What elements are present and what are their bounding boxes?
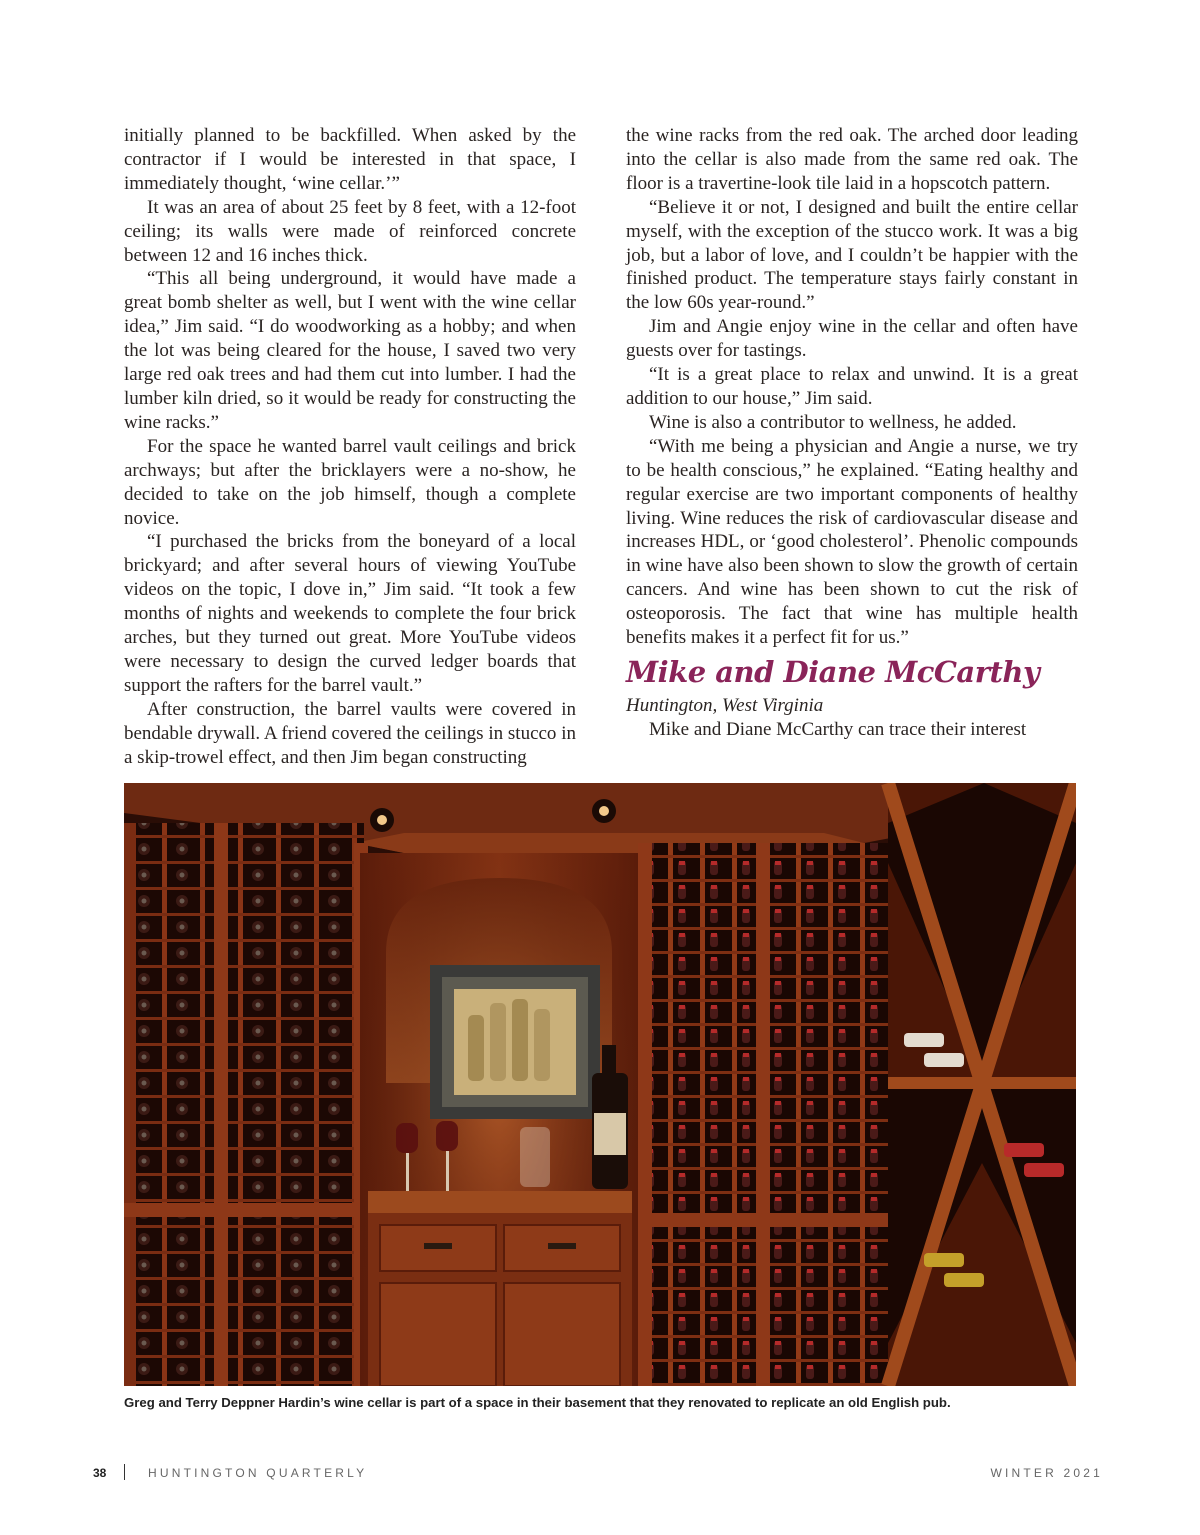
paragraph: “With me being a physician and Angie a nurse, we try to be health conscious,” he explained. “Eating healthy and regular exercise are two important components of healthy living. Wine reduces the risk of cardiovascular disease and increases HDL, or ‘good cholesterol’. Phenolic compounds in wine have also been shown to slow the growth of certain cancers. And wine has been shown to cut the risk of osteoporosis. The fact that wine has multiple health benefits makes it a perfect fit for us.” xyxy=(626,435,1078,649)
paragraph: “Believe it or not, I designed and built the entire cellar myself, with the exception of the stucco work. It was a big job, but a labor of love, and I couldn’t be happier with the finished product. The temperature stays fairly constant in the low 60s year-round.” xyxy=(626,196,1078,314)
paragraph: Wine is also a contributor to wellness, he added. xyxy=(649,411,1017,433)
paragraph: Jim and Angie enjoy wine in the cellar and often have guests over for tastings. xyxy=(626,316,1078,362)
paragraph: initially planned to be backfilled. When asked by the contractor if I would be interested in that space, I immediately thought, ‘wine cellar.’” xyxy=(124,125,576,194)
wine-cellar-illustration xyxy=(124,783,1076,1386)
paragraph: the wine racks from the red oak. The arched door leading into the cellar is also made from the same red oak. The floor is a travertine-look tile laid in a hopscotch pattern. xyxy=(626,125,1078,194)
issue-label: WINTER 2021 xyxy=(990,1466,1103,1480)
paragraph: “It is a great place to relax and unwind. It is a great addition to our house,” Jim said. xyxy=(626,364,1078,409)
footer-divider xyxy=(124,1464,125,1480)
magazine-name: HUNTINGTON QUARTERLY xyxy=(148,1466,368,1480)
paragraph: It was an area of about 25 feet by 8 feet, with a 12-foot ceiling; its walls were made of reinforced concrete between 12 and 16 inches thick. xyxy=(124,196,576,266)
paragraph: For the space he wanted barrel vault ceilings and brick archways; but after the bricklayers were a no-show, he decided to take on the job himself, though a complete novice. xyxy=(124,435,576,529)
photo-caption: Greg and Terry Deppner Hardin’s wine cellar is part of a space in their basement that they renovated to replicate an old English pub. xyxy=(124,1395,951,1410)
wine-cellar-photo xyxy=(124,783,1076,1386)
paragraph: “This all being underground, it would have made a great bomb shelter as well, but I went with the wine cellar idea,” Jim said. “I do woodworking as a hobby; and when the lot was being cleared for the house, I saved two very large red oak trees and had them cut into lumber. I had the lumber kiln dried, so it would be ready for constructing the wine racks.” xyxy=(124,268,576,433)
right-column xyxy=(626,124,1078,742)
section-heading: Mike and Diane McCarthy xyxy=(626,654,1040,689)
paragraph: Mike and Diane McCarthy can trace their interest xyxy=(649,718,1027,740)
location-line: Huntington, West Virginia xyxy=(626,694,824,716)
left-column xyxy=(124,124,576,769)
page-number: 38 xyxy=(93,1466,107,1480)
paragraph: After construction, the barrel vaults were covered in bendable drywall. A friend covered the ceilings in stucco in a skip-trowel effect, and then Jim began constructing xyxy=(124,698,576,768)
paragraph: “I purchased the bricks from the boneyard of a local brickyard; and after several hours of viewing YouTube videos on the topic, I dove in,” Jim said. “It took a few months of nights and weekends to complete the four brick arches, but they turned out great. More YouTube videos were necessary to design the curved ledger boards that support the rafters for the barrel vault.” xyxy=(124,531,576,696)
